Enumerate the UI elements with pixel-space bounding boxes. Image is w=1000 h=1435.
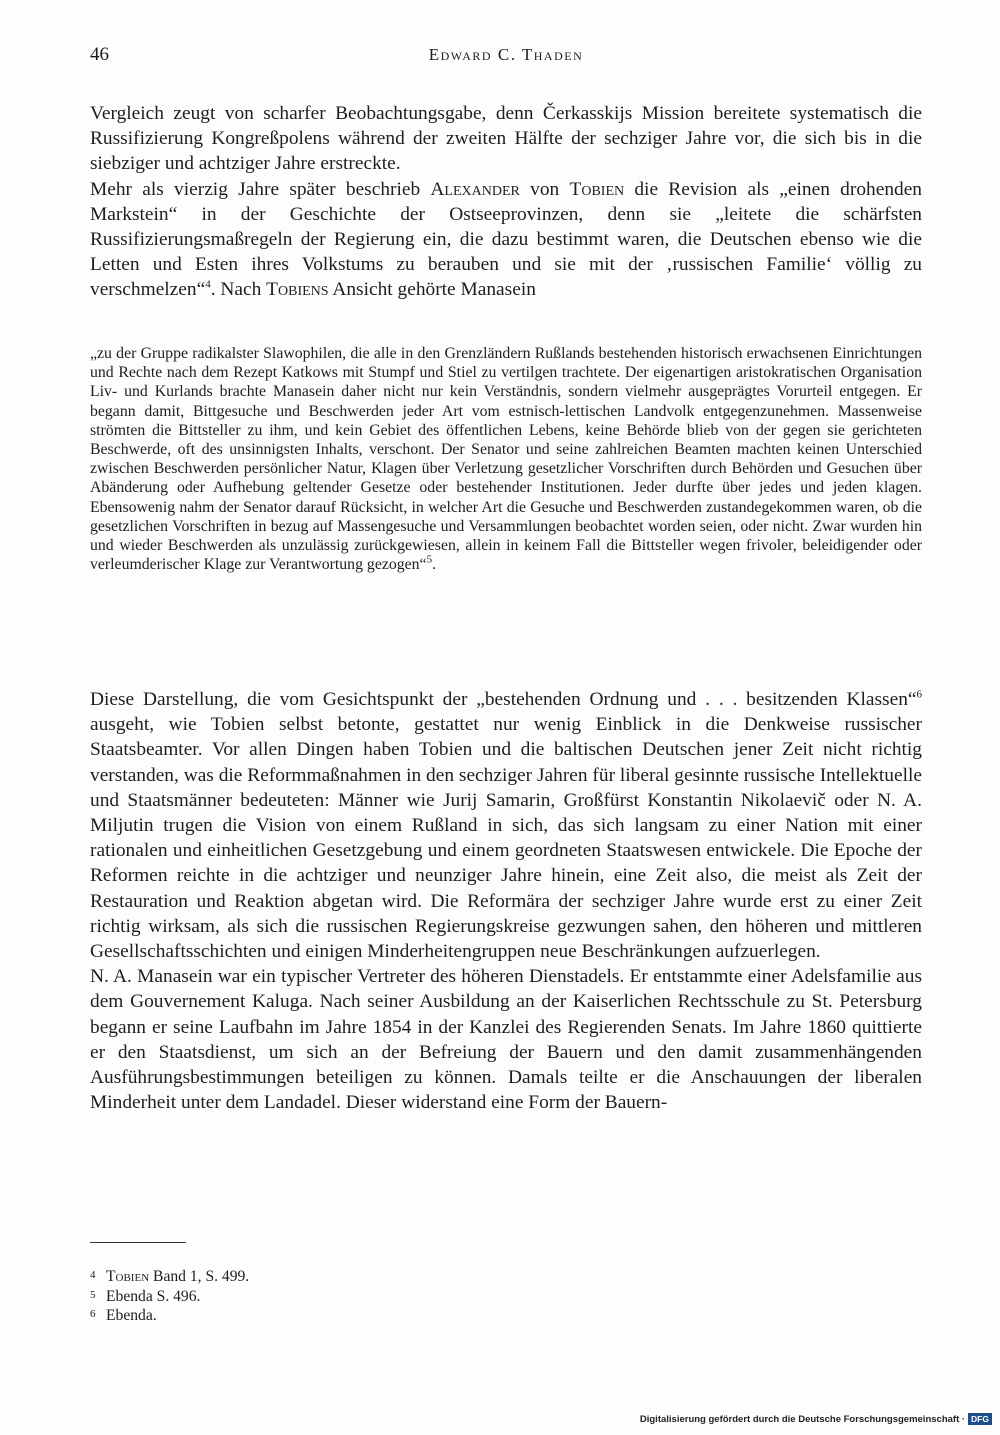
- paragraph-1: Vergleich zeugt von scharfer Beobachtungsgabe, denn Čerkasskijs Mission bereitete systematisch die Russifizierung Kongreßpolens während der zweiten Hälfte der sechziger Jahre vor, die sich bis in die siebziger und achtziger Jahre erstreckte.: [90, 103, 922, 175]
- footnote-mark: 6: [90, 1308, 96, 1320]
- footnote-text: Ebenda S. 496.: [106, 1287, 201, 1305]
- footnote-author: Tobien: [106, 1268, 150, 1285]
- running-head: Edward C. Thaden: [428, 45, 584, 64]
- p3-text-b: ausgeht, wie Tobien selbst betonte, gestattet nur wenig Einblick in die Denkweise russischer Staatsbeamter. Vor allen Dingen haben Tobien und die baltischen Deutschen jener Zeit nicht richtig verstanden, was die Reformmaßnahmen in den sechziger Jahren für liberal gesinnte russische Intellektuelle und Staatsmänner bedeuteten: Männer wie Jurij Samarin, Großfürst Konstantin Nikolaevič oder N. A. Miljutin trugen die Vision von einem Rußland in sich, das sich langsam zu einer Nation mit einer rationalen und einheitlichen Gesetzgebung und einem geordneten Staatswesen entwickele. Die Epoche der Reformen reichte in die achtziger und neunziger Jahre hinein, eine Zeit also, die meist als Zeit der Restauration und Reaktion abgetan wird. Die Reformära der sechziger Jahre wurde erst zu einer Zeit richtig wirksam, als sich die russischen Regierungskreise gezwungen sahen, den höheren und mittleren Gesellschaftsschichten und einigen Minderheitengruppen neue Beschränkungen aufzuerlegen.: [90, 714, 922, 963]
- footnote-ref-5: 5: [426, 553, 433, 566]
- p2-text-c: die Revision als „einen drohenden Markstein“ in der Geschichte der Ostseeprovinzen, denn sie „leitete die schärfsten Russifizierungsmaßregeln der Regierung ein, die dazu bestimmt waren, die Deutschen ebenso wie die Letten und Esten ihres Volkstums zu berauben und sie mit der ‚russischen Familie‘ völlig zu verschmelzen“: [90, 178, 923, 301]
- footnote-text: [106, 1268, 249, 1287]
- quote-text: „zu der Gruppe radikalster Slawophilen, die alle in den Grenzländern Rußlands bestehenden historisch erwachsenen Einrichtungen und Rechte nach dem Rezept Katkows mit Stumpf und Stiel zu vertilgen trachtete. Der eigenartigen aristokratischen Organisation Liv- und Kurlands brachte Manasein daher nicht nur kein Verständnis, sondern vielmehr ausgeprägtes Vorurteil entgegen. Er begann damit, Bittgesuche und Beschwerden jeder Art vom estnisch-lettischen Landvolk entgegenzunehmen. Massenweise strömten die Bittsteller zu ihm, und kein Gebiet des öffentlichen Lebens, keine Behörde blieb von der gegen sie gerichteten Beschwerde, oft des unsinnigsten Inhalts, verschont. Der Senator und seine zahlreichen Beamten machten keinen Unterschied zwischen Beschwerden persönlicher Natur, Klagen über Verletzung gesetzlicher Vorschriften durch Behörden und Gesuchen über Abänderung oder Aufhebung geltender Gesetze oder bestehender Institutionen. Jeder durfte über jedes und jeden klagen. Ebensowenig nahm der Senator darauf Rücksicht, in welcher Art die Gesuche und Beschwerden zustandegekommen waren, ob die gesetzlichen Vorschriften in bezug auf Massengesuche und Versammlungen beobachtet worden seien, oder nicht. Zwar wurden hin und wieder Beschwerden als unzulässig zurückgewiesen, allein in keinem Fall die Bittsteller wegen frivoler, beleidigender oder verleumderischer Klage zur Verantwortung gezogen“: [90, 345, 922, 574]
- footnote-mark: 4: [90, 1269, 96, 1281]
- page-number: 46: [90, 44, 109, 65]
- author-name-tobiens: Tobiens: [266, 279, 329, 301]
- quote-end: .: [432, 556, 437, 574]
- author-name-tobien: Tobien: [569, 178, 625, 200]
- footnote-rule: [90, 1242, 186, 1243]
- paragraph-3: [90, 687, 922, 964]
- author-name-alexander: Alexander: [430, 178, 520, 200]
- body-block-top: [90, 101, 922, 303]
- body-block-bottom: [90, 687, 922, 1115]
- p3-text-a: Diese Darstellung, die vom Gesichtspunkt der „bestehenden Ordnung und . . . besitzenden Klassen“: [90, 689, 917, 710]
- stamp-text: Digitalisierung gefördert durch die Deutsche Forschungsgemeinschaft ·: [639, 1413, 966, 1425]
- p2-text-d: . Nach: [210, 279, 267, 301]
- p2-text-b: von: [519, 178, 570, 200]
- footnote-ref-4: 4: [205, 278, 211, 291]
- paragraph-4: N. A. Manasein war ein typischer Vertreter des höheren Dienstadels. Er entstammte einer Adelsfamilie aus dem Gouvernement Kaluga. Nach seiner Ausbildung an der Kaiserlichen Rechtsschule zu St. Petersburg begann er seine Laufbahn im Jahre 1854 in der Kanzlei des Regierenden Senats. Im Jahre 1860 quittierte er den Staatsdienst, um sich an der Befreiung der Bauern und den damit zusammenhängenden Ausführungsbestimmungen beteiligen zu können. Damals teilte er die Anschauungen der liberalen Minderheit unter dem Landadel. Dieser widerstand eine Form der Bauern-: [90, 966, 922, 1114]
- paragraph-2: [90, 177, 922, 303]
- p2-text-e: Ansicht gehörte Manasein: [328, 279, 536, 301]
- footnote-mark: 5: [90, 1288, 96, 1301]
- footnote-5: [90, 1288, 249, 1308]
- footnote-citation: Band 1, S. 499.: [149, 1268, 250, 1285]
- dfg-logo-icon: DFG: [968, 1413, 992, 1425]
- p2-text-a: Mehr als vierzig Jahre später beschrieb: [90, 178, 431, 200]
- footnote-text: Ebenda.: [106, 1307, 157, 1324]
- footnote-4: [90, 1268, 249, 1288]
- footnote-ref-6: 6: [916, 688, 922, 701]
- block-quote: [90, 344, 922, 574]
- footnote-6: [90, 1307, 249, 1327]
- digitization-stamp: [640, 1413, 992, 1425]
- page-header: [90, 44, 922, 74]
- footnotes: [90, 1268, 249, 1327]
